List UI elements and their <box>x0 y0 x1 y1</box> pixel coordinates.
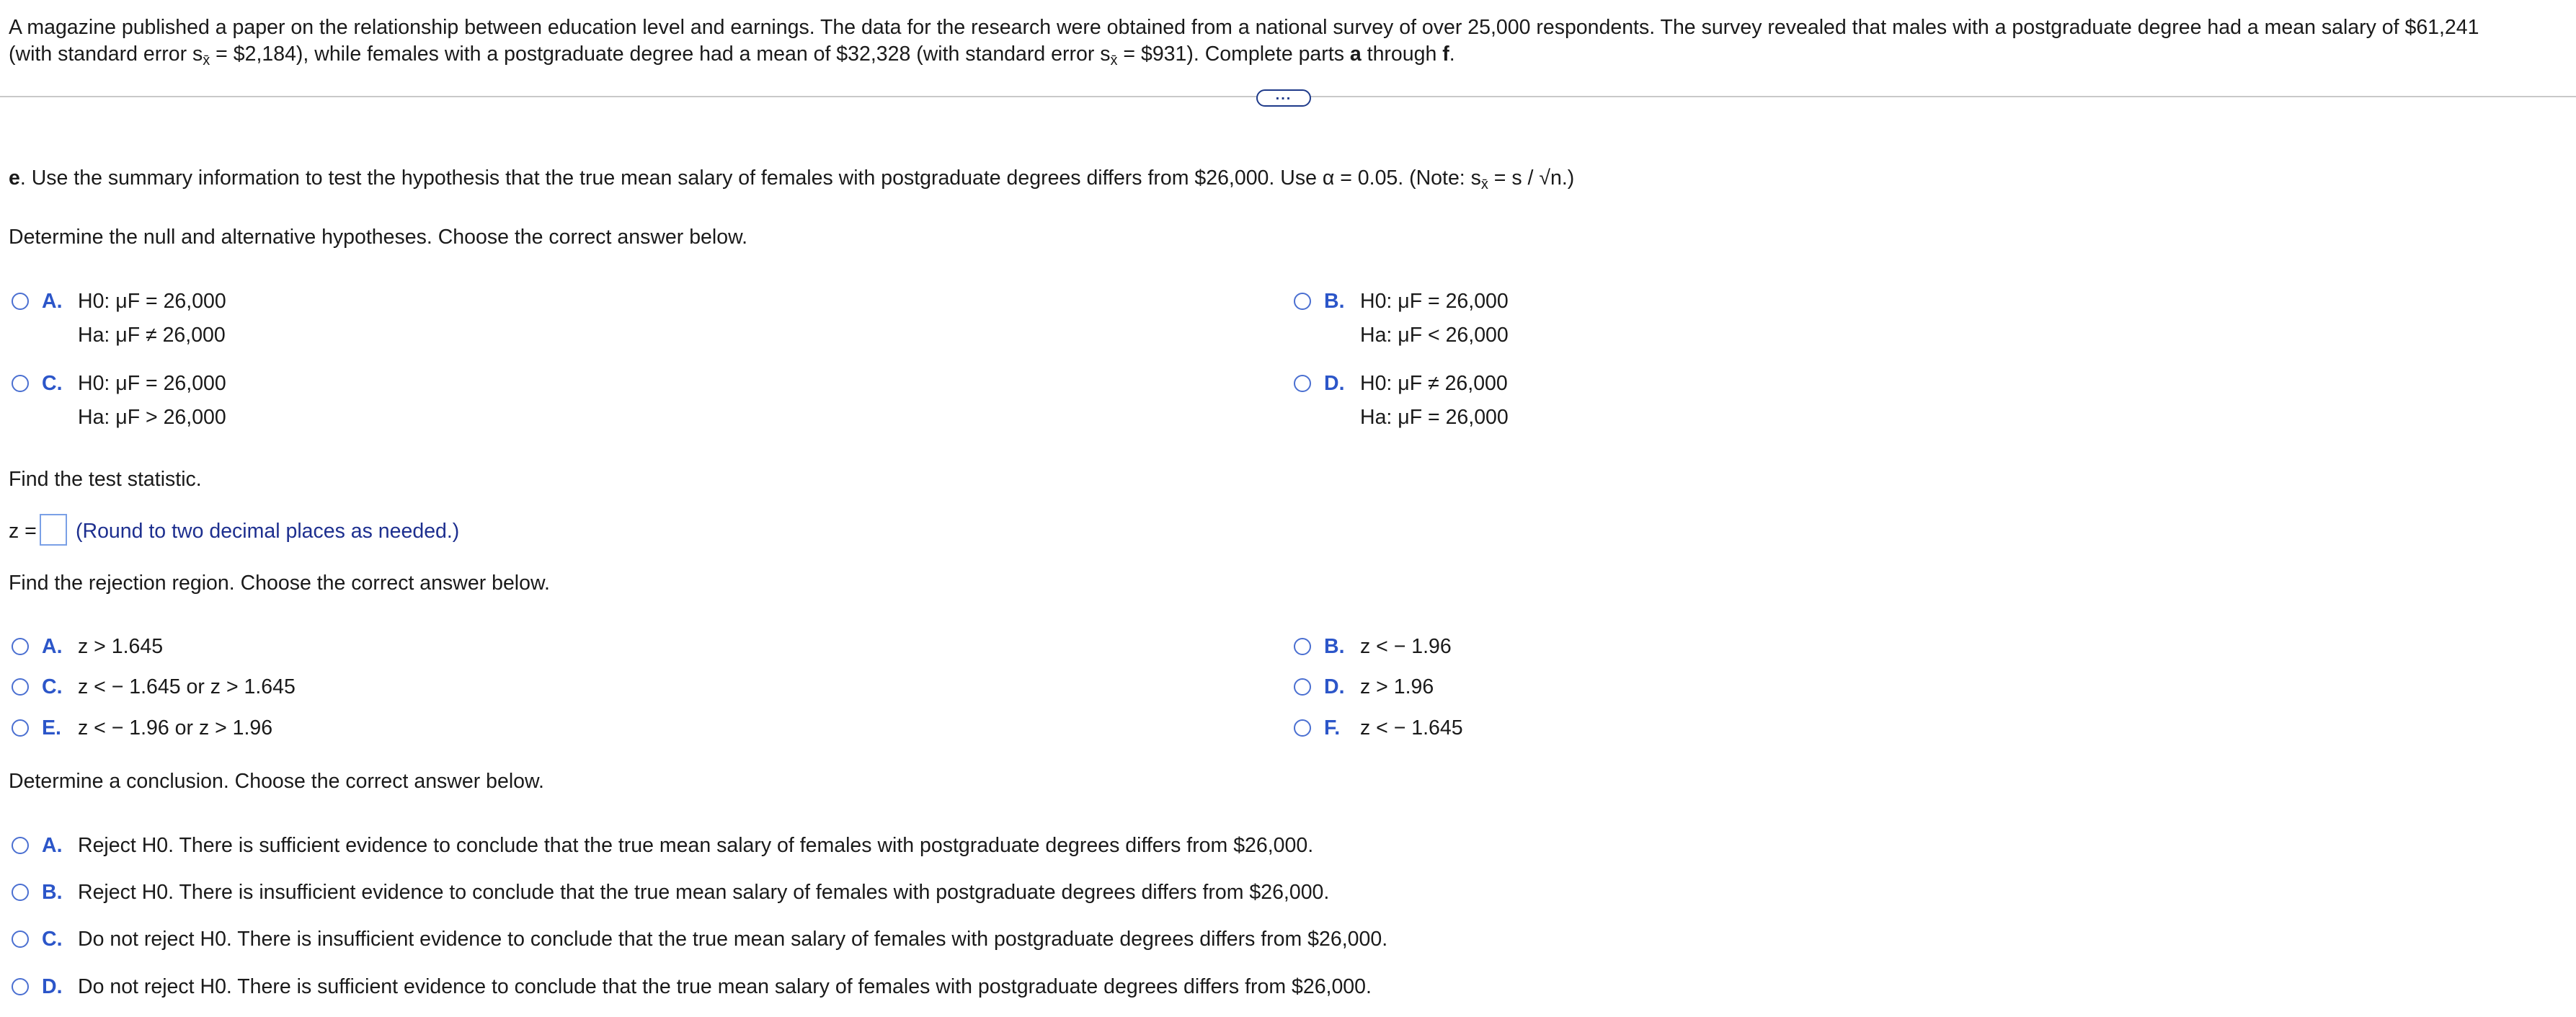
option-letter: F. <box>1324 716 1341 740</box>
radio-button[interactable] <box>12 638 29 655</box>
radio-button[interactable] <box>12 719 29 737</box>
radio-button[interactable] <box>1294 638 1311 655</box>
option-text: z < − 1.645 or z > 1.645 <box>78 675 296 698</box>
option-letter: A. <box>42 290 63 313</box>
part-e-question: e. Use the summary information to test the hypothesis that the true mean salary of females with postgraduate degrees differs from $26,000. Use α = 0.05. (Note: $s_{x̄} = s / √n$.) <box>9 166 1575 192</box>
problem-intro <box>9 14 2560 74</box>
option-h0: H0: μF = 26,000 <box>1360 290 1509 313</box>
intro-text: (with standard error s <box>9 43 203 66</box>
hypotheses-prompt: Determine the null and alternative hypotheses. Choose the correct answer below. <box>9 226 747 249</box>
option-text: z < − 1.645 <box>1360 716 1463 740</box>
part-e-text: . Use the summary information to test the hypothesis that the true mean salary of females with postgraduate degrees differs from $26,000. Use α = 0.05. (Note: s <box>19 166 1481 190</box>
option-text: Reject H0. There is sufficient evidence to conclude that the true mean salary of females with postgraduate degrees differs from $26,000. <box>78 834 1314 857</box>
radio-button[interactable] <box>1294 678 1311 696</box>
radio-button[interactable] <box>12 375 29 392</box>
option-letter: D. <box>1324 372 1345 395</box>
part-e-label: e <box>9 166 20 190</box>
intro-text: through <box>1361 43 1443 66</box>
radio-button[interactable] <box>12 293 29 310</box>
option-text: Reject H0. There is insufficient evidence to conclude that the true mean salary of females with postgraduate degrees differs from $26,000. <box>78 881 1330 904</box>
radio-button[interactable] <box>1294 719 1311 737</box>
radio-button[interactable] <box>1294 293 1311 310</box>
option-letter: A. <box>42 834 63 857</box>
radio-button[interactable] <box>12 978 29 995</box>
intro-text: = $2,184), while females with a postgraduate degree had a mean of $32,328 (with standard error s <box>210 43 1111 66</box>
option-letter: A. <box>42 635 63 658</box>
radio-button[interactable] <box>12 931 29 948</box>
option-letter: C. <box>42 675 63 698</box>
option-text: Do not reject H0. There is insufficient evidence to conclude that the true mean salary of females with postgraduate degrees differs from $26,000. <box>78 928 1388 951</box>
intro-part-a: a <box>1349 43 1362 66</box>
intro-part-f: f <box>1442 43 1449 66</box>
intro-text: . <box>1449 43 1455 66</box>
rounding-hint: (Round to two decimal places as needed.) <box>76 520 460 543</box>
option-text: Do not reject H0. There is sufficient evidence to conclude that the true mean salary of females with postgraduate degrees differs from $26,000. <box>78 975 1372 998</box>
option-letter: B. <box>1324 290 1345 313</box>
expand-more-button[interactable]: ... <box>1256 89 1311 107</box>
option-text: z > 1.96 <box>1360 675 1434 698</box>
option-letter: C. <box>42 372 63 395</box>
option-letter: C. <box>42 928 63 951</box>
option-letter: D. <box>1324 675 1345 698</box>
radio-button[interactable] <box>12 678 29 696</box>
option-letter: B. <box>42 881 63 904</box>
option-ha: Ha: μF = 26,000 <box>1360 406 1509 429</box>
z-answer-input[interactable] <box>40 514 67 546</box>
option-text: z < − 1.96 or z > 1.96 <box>78 716 273 740</box>
intro-line-2: (with standard error $s_{x̄}$ = $2,184), while females with a postgraduate degree had a mean of $32,328 (with standard error $s_{x̄}$ = $931). Complete parts a through f. <box>9 43 1455 68</box>
option-ha: Ha: μF < 26,000 <box>1360 324 1509 347</box>
z-label: z = <box>9 520 37 543</box>
option-text: z > 1.645 <box>78 635 164 658</box>
option-h0: H0: μF ≠ 26,000 <box>1360 372 1508 395</box>
option-ha: Ha: μF ≠ 26,000 <box>78 324 226 347</box>
part-e-note: = s / √n.) <box>1488 166 1575 190</box>
option-h0: H0: μF = 26,000 <box>78 372 226 395</box>
rejection-prompt: Find the rejection region. Choose the correct answer below. <box>9 572 550 595</box>
radio-button[interactable] <box>12 837 29 854</box>
option-letter: B. <box>1324 635 1345 658</box>
option-ha: Ha: μF > 26,000 <box>78 406 226 429</box>
radio-button[interactable] <box>1294 375 1311 392</box>
test-statistic-prompt: Find the test statistic. <box>9 468 202 491</box>
conclusion-prompt: Determine a conclusion. Choose the correct answer below. <box>9 770 544 793</box>
radio-button[interactable] <box>12 884 29 901</box>
intro-text: = $931). Complete parts <box>1117 43 1350 66</box>
intro-line-1: A magazine published a paper on the relationship between education level and earnings. The data for the research were obtained from a national survey of over 25,000 respondents. The survey revealed that males with a postgraduate degree had a mean salary of $61,241 <box>9 16 2479 39</box>
option-text: z < − 1.96 <box>1360 635 1452 658</box>
option-h0: H0: μF = 26,000 <box>78 290 226 313</box>
option-letter: D. <box>42 975 63 998</box>
option-letter: E. <box>42 716 61 740</box>
